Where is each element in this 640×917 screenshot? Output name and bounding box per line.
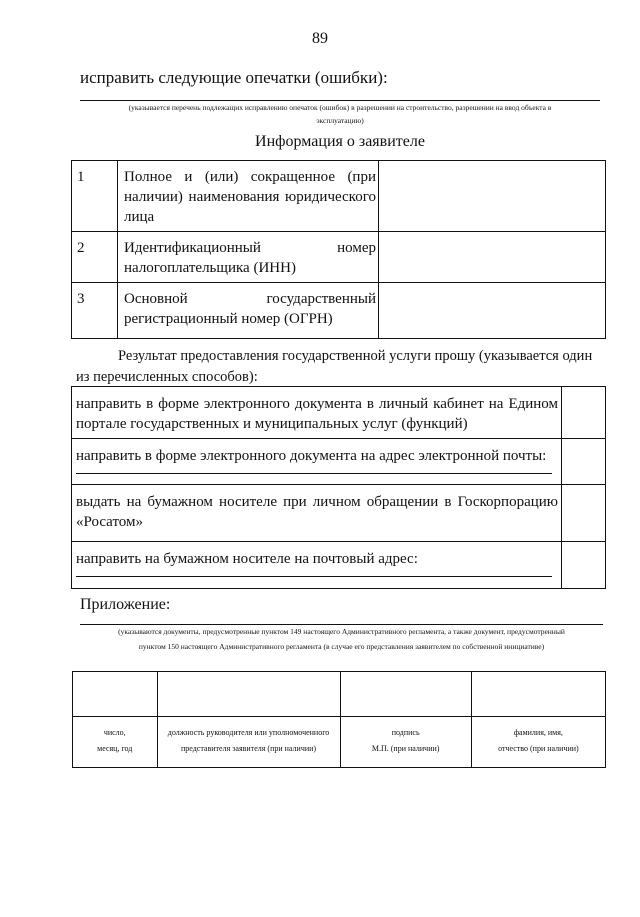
delivery-option-checkbox[interactable] (562, 387, 606, 439)
table-row (72, 283, 606, 339)
row-number: 3 (72, 283, 118, 339)
delivery-option-checkbox[interactable] (562, 542, 606, 589)
table-row (72, 161, 606, 232)
delivery-option (72, 387, 606, 439)
full-name-field[interactable] (471, 672, 605, 717)
row-value-field[interactable] (379, 161, 606, 232)
applicant-table (71, 160, 606, 339)
row-label: Основной государственный регистрационный номер (ОГРН) (118, 283, 379, 339)
delivery-option-cell (72, 439, 562, 485)
row-number: 2 (72, 232, 118, 283)
delivery-option-checkbox[interactable] (562, 439, 606, 485)
row-value-field[interactable] (379, 232, 606, 283)
position-caption: должность руководителя или уполномоченного представителя заявителя (при наличии) (157, 717, 340, 768)
intro-note: (указывается перечень подлежащих исправлению опечаток (ошибок) в разрешении на строительство, разрешении на ввод объекта в эксплуатацию) (128, 103, 552, 125)
row-label: Полное и (или) сокращенное (при наличии) наименования юридического лица (118, 161, 379, 232)
delivery-option-label: направить в форме электронного документа на адрес электронной почты: (76, 448, 547, 464)
delivery-option-cell (72, 542, 562, 589)
row-value-field[interactable] (379, 283, 606, 339)
email-fill-line[interactable] (76, 472, 552, 474)
delivery-option-label: направить в форме электронного документа в личный кабинет на Едином портале государственных и муниципальных услуг (функций) (72, 387, 562, 439)
page-number: 89 (312, 30, 328, 47)
signature-field[interactable] (340, 672, 471, 717)
full-name-caption: фамилия, имя, отчество (при наличии) (471, 717, 605, 768)
date-caption: число, месяц, год (73, 717, 158, 768)
row-label: Идентификационный номер налогоплательщика (ИНН) (118, 232, 379, 283)
intro-text: исправить следующие опечатки (ошибки): (80, 68, 388, 87)
date-field[interactable] (73, 672, 158, 717)
attachments-note: (указываются документы, предусмотренные пунктом 149 настоящего Административного регламента, а также документ, предусмотренный пунктом 150 настоящего Административного регламента (в случае его представления заявителем по собственной инициативе) (118, 627, 565, 651)
delivery-option-label: выдать на бумажном носителе при личном обращении в Госкорпорацию «Росатом» (72, 485, 562, 542)
delivery-option (72, 542, 606, 589)
delivery-option (72, 439, 606, 485)
applicant-heading: Информация о заявителе (255, 133, 425, 150)
delivery-options-table (71, 386, 606, 589)
signature-captions-row (73, 717, 606, 768)
signature-fields-row (73, 672, 606, 717)
attachments-label: Приложение: (80, 596, 171, 613)
delivery-option-label: направить на бумажном носителе на почтовый адрес: (76, 551, 418, 567)
postal-address-fill-line[interactable] (76, 575, 552, 577)
delivery-option (72, 485, 606, 542)
position-field[interactable] (157, 672, 340, 717)
table-row (72, 232, 606, 283)
result-text: Результат предоставления государственной услуги прошу (указывается один из перечисленных способов): (76, 348, 593, 385)
signature-caption: подпись М.П. (при наличии) (340, 717, 471, 768)
signature-table (72, 671, 606, 768)
row-number: 1 (72, 161, 118, 232)
delivery-option-checkbox[interactable] (562, 485, 606, 542)
